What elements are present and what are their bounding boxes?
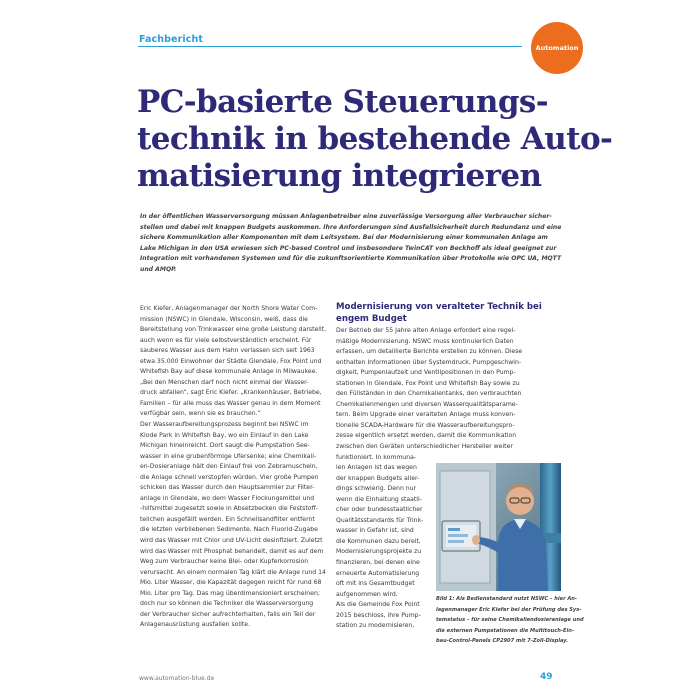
caption-line: lagenmanager Eric Kiefer bei der Prüfung des Sys- [436,606,582,613]
intro-line: Integration mit vorhandenen Systemen und für die zukunftsorientierte Kommunikation über Protokolle wie OPC UA, MQTT [140,255,562,263]
body-line: Modernisierungsprojekte zu [336,548,422,556]
caption-line: Bild 1: Als Bedienstandard nutzt NSWC – hier An- [436,596,578,602]
headline-line: matisierung integrieren [137,158,542,194]
body-column-left [140,304,334,631]
headline-line: PC-basierte Steuerungs- [137,84,549,120]
body-line: station zu modernisieren, [336,622,415,630]
body-line: dings schwierig. Denn nur [336,485,417,493]
body-line: die Anlage schnell verstopfen würden. Vier große Pumpen [140,473,319,481]
body-line: digkeit, Pumpenlaufzeit und Ventilpositionen in den Pump- [336,369,516,377]
body-line: wenn die Einhaltung staatli- [336,495,422,503]
section-label: Fachbericht [139,34,203,45]
body-line: stationen in Glendale, Fox Point und Whitefish Bay sowie zu [336,379,520,387]
body-line: en-Dosieranlage hält den Einlauf frei von Zebramuscheln, [140,463,318,471]
body-line: auch wenn es für viele selbstverständlich erscheint. Für [140,336,312,344]
intro-line: und AMQP. [140,265,177,273]
body-line: der knappen Budgets aller- [336,474,420,482]
body-line: Der Betrieb der 55 Jahre alten Anlage erfordert eine regel- [336,327,516,334]
body-line: Klode Park in Whitefish Bay, wo ein Einlauf in den Lake [140,431,309,439]
body-line: aufgenommen wird. [336,590,398,598]
body-line: mäßige Modernisierung. NSWC muss kontinuierlich Daten [336,337,514,345]
body-line: schicken das Wasser durch den Hauptsammler zur Filter- [140,484,315,492]
photo-caption [436,594,584,647]
body-line: cher oder bundesstaatlicher [336,506,423,514]
body-line: finanzieren, bei denen eine [336,559,420,567]
body-line: verfügbar sein, wenn sie es brauchen.“ [140,410,261,418]
footer-url[interactable]: www.automation-blue.de [139,675,215,682]
intro-line: In der öffentlichen Wasserversorgung müssen Anlagenbetreiber eine zuverlässige Versorgung aller Verbraucher sicher- [140,213,552,220]
body-line: Mio. Liter pro Tag. Das mag überdimensioniert erscheinen; [140,589,320,597]
body-line: enthalten Informationen über Systemdruck, Pumpgeschwin- [336,358,522,366]
body-line: mission (NSWC) in Glendale, Wisconsin, weiß, dass die [140,315,308,323]
intro-line: sichere Kommunikation aller Komponenten mit dem Leitsystem. Bei der Modernisierung einer kommunalen Anlage am [140,234,548,242]
body-line: oft mit ins Gesamtbudget [336,580,415,588]
body-line: Whitefish Bay auf diese kommunale Anlage in Milwaukee. [140,368,318,376]
body-line: zesse eigentlich ersetzt werden, damit die Kommunikation [336,432,517,440]
caption-line: temstatus – für seine Chemikaliendosieranlage und [436,617,584,624]
body-line: den Füllständen in den Chemikalientanks, den verbrauchten [336,390,522,398]
body-line: wasser in Gefahr ist, sind [336,527,414,535]
category-badge [531,22,583,74]
body-line: Qualitätsstandards für Trink- [336,516,424,524]
body-line: verursacht. An einem normalen Tag klärt die Anlage rund 14 [140,568,326,576]
body-line: druck abfallen“, sagt Eric Kiefer. „Krankenhäuser, Betriebe, [140,389,322,397]
intro-line: stellen und dabei mit knappen Budgets auskommen. Ihre Anforderungen sind Ausfallsicherheit durch Redundanz und eine [140,223,562,231]
body-line: Als die Gemeinde Fox Point [336,601,420,609]
body-line: Bereitstellung von Trinkwasser eine große Leistung darstellt, [140,326,327,334]
body-line: Chemikalienmengen und diversen Wasserqualitätsparame- [336,400,518,408]
body-line: teilchen ausgefällt werden. Ein Schnellsandfilter entfernt [140,515,315,523]
caption-line: die externen Pumpstationen die Multitouch-Ein- [436,627,574,634]
body-line: etwa 35.000 Einwohner der Städte Glendale, Fox Point und [140,357,322,365]
body-line: sauberes Wasser aus dem Hahn verlassen sich seit 1963 [140,347,315,355]
body-line: der Verbraucher sicher aufrechterhalten, falls ein Teil der [140,610,316,618]
body-line: die Kommunen dazu bereit, [336,537,421,545]
body-line: wird das Wasser mit Phosphat behandelt, damit es auf dem [140,547,324,555]
body-line: -hilfsmittel zugesetzt sowie in Absetzbecken die Feststoff- [140,505,318,513]
headline-line: technik in bestehende Auto- [137,121,613,157]
subhead-line: engem Budget [336,313,407,324]
body-line: die letzten verbliebenen Sedimente. Nach Fluorid-Zugabe [140,526,318,534]
body-line: erneuerte Automatisierung [336,569,420,577]
body-line: wasser in eine grubenförmige Ufersenke; eine Chemikali- [140,452,317,460]
body-line: 2015 beschloss, ihre Pump- [336,611,421,619]
body-line: len Anlagen ist das wegen [336,464,417,472]
body-line: anlage in Glendale, wo dem Wasser Flockungsmittel und [140,494,315,502]
caption-line: bau-Control-Panels CP2907 mit 7-Zoll-Display. [436,638,569,645]
body-line: Weg zum Verbraucher keine Blei- oder Kupferkorrosion [140,558,309,566]
body-line: doch nur so können die Techniker die Wasserversorgung [140,600,314,608]
article-photo [436,463,561,591]
category-badge-label: Automation [535,44,579,52]
body-line: Eric Kiefer, Anlagenmanager der North Shore Water Com- [140,305,318,312]
page-number: 49 [540,672,553,682]
body-line: Familien – für alle muss das Wasser genau in dem Moment [140,399,321,407]
section-subheading [336,302,542,325]
body-line: Mio. Liter Wasser, die Kapazität dagegen reicht für rund 68 [140,579,322,587]
intro-line: Lake Michigan in den USA erwiesen sich PC-based Control und insbesondere TwinCAT von Beckhoff als ideal geeignet zur [140,244,557,252]
body-line: tern. Beim Upgrade einer veralteten Anlage muss konven- [336,411,516,419]
body-line: „Bei den Menschen darf noch nicht einmal der Wasser- [140,378,309,386]
body-line: tionelle SCADA-Hardware für die Wasseraufbereitungspro- [336,421,515,429]
body-line: Der Wasseraufbereitungsprozess beginnt bei NSWC im [140,421,309,429]
article-intro [140,212,562,276]
body-line: erfassen, um detaillierte Berichte erstellen zu können. Diese [336,348,523,356]
subhead-line: Modernisierung von veralteter Technik bei [336,302,542,312]
article-headline [137,84,613,195]
section-divider [138,46,522,47]
body-line: wird das Wasser mit Chlor und UV-Licht desinfiziert. Zuletzt [140,537,323,545]
body-line: funktioniert. In kommuna- [336,453,417,461]
body-line: zwischen den Geräten unterschiedlicher Hersteller weiter [336,443,513,451]
body-line: Michigan hineinreicht. Dort saugt die Pumpstation See- [140,442,310,450]
body-line: Anlagenausrüstung ausfallen sollte. [140,621,250,629]
